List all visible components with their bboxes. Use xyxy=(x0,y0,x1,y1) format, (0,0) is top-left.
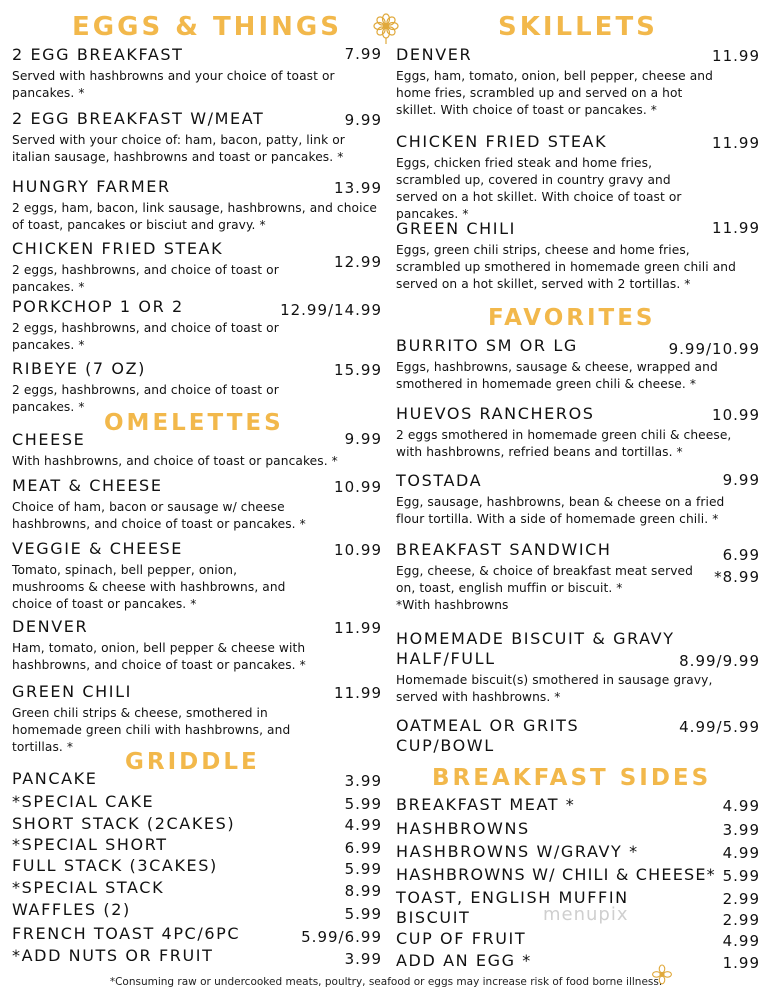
item-price: 11.99 xyxy=(334,619,382,637)
item-name: 2 EGG BREAKFAST W/MEAT xyxy=(12,109,265,128)
item-price: 5.99 xyxy=(344,905,382,923)
menu-item xyxy=(396,336,760,393)
item-desc: Eggs, ham, tomato, onion, bell pepper, cheese and home fries, scrambled up and served on a hot skillet. With choice of toast or pancakes. * xyxy=(396,69,713,117)
griddle-row xyxy=(12,878,382,900)
griddle-row xyxy=(12,924,382,946)
sides-row xyxy=(396,865,760,887)
griddle-row xyxy=(12,792,382,814)
menu-item xyxy=(396,45,760,119)
griddle-row xyxy=(12,835,382,857)
sides-row xyxy=(396,951,760,973)
item-desc: Homemade biscuit(s) smothered in sausage gravy, served with hashbrowns. * xyxy=(396,673,713,704)
item-desc-note: *With hashbrowns xyxy=(396,598,509,612)
item-name: FULL STACK (3CAKES) xyxy=(12,856,218,875)
item-price: 10.99 xyxy=(712,406,760,424)
item-price: 6.99 xyxy=(344,839,382,857)
item-price: 3.99 xyxy=(344,950,382,968)
item-name: TOSTADA xyxy=(396,471,483,490)
item-desc: Egg, cheese, & choice of breakfast meat served on, toast, english muffin or biscuit. * xyxy=(396,564,693,595)
item-price: 9.99 xyxy=(344,430,382,448)
item-price: 2.99 xyxy=(722,890,760,908)
item-price: 6.99 xyxy=(722,546,760,564)
item-desc: Choice of ham, bacon or sausage w/ cheese hashbrowns, and choice of toast or pancakes. * xyxy=(12,500,306,531)
menu-item xyxy=(396,471,760,528)
item-price: 9.99/10.99 xyxy=(668,340,760,358)
item-price: 10.99 xyxy=(334,478,382,496)
menu-item xyxy=(12,177,382,234)
griddle-row xyxy=(12,900,382,922)
item-name: VEGGIE & CHEESE xyxy=(12,539,184,558)
item-price: 5.99 xyxy=(344,860,382,878)
item-name: ADD AN EGG * xyxy=(396,951,532,970)
menu-item xyxy=(12,359,382,416)
item-name: GREEN CHILI xyxy=(396,219,516,238)
menu-item xyxy=(396,404,760,461)
item-name: *SPECIAL CAKE xyxy=(12,792,155,811)
section-title-skillets: SKILLETS xyxy=(498,12,658,42)
item-price: 5.99/6.99 xyxy=(301,928,382,946)
item-name: *SPECIAL SHORT xyxy=(12,835,168,854)
item-price: 11.99 xyxy=(712,134,760,152)
menu-item xyxy=(396,132,760,223)
item-name: HUNGRY FARMER xyxy=(12,177,171,196)
item-price: 12.99/14.99 xyxy=(280,301,382,319)
item-name: PORKCHOP 1 OR 2 xyxy=(12,297,184,316)
item-name: MEAT & CHEESE xyxy=(12,476,163,495)
item-desc: Green chili strips & cheese, smothered in homemade green chili with hashbrowns, and tortillas. * xyxy=(12,706,291,754)
item-name: CHICKEN FRIED STEAK xyxy=(12,239,224,258)
item-price: 5.99 xyxy=(344,795,382,813)
menu-item xyxy=(396,629,760,706)
item-name: HUEVOS RANCHEROS xyxy=(396,404,595,423)
item-name: HOMEMADE BISCUIT & GRAVY xyxy=(396,629,675,648)
item-name: CUP OF FRUIT xyxy=(396,929,527,948)
item-price: 11.99 xyxy=(712,47,760,65)
menu-item xyxy=(12,617,382,674)
item-name: BREAKFAST MEAT * xyxy=(396,795,576,814)
item-desc: 2 eggs, hashbrowns, and choice of toast or pancakes. * xyxy=(12,321,279,352)
item-desc: 2 eggs, ham, bacon, link sausage, hashbrowns, and choice of toast, pancakes or bisciut and gravy. * xyxy=(12,201,377,232)
item-price: 3.99 xyxy=(722,821,760,839)
item-desc: Eggs, chicken fried steak and home fries, scrambled up, covered in country gravy and served on a hot skillet. With choice of toast or pancakes. * xyxy=(396,156,682,221)
item-desc: Ham, tomato, onion, bell pepper & cheese with hashbrowns, and choice of toast or pancakes. * xyxy=(12,641,306,672)
item-name: *SPECIAL STACK xyxy=(12,878,165,897)
item-price: 13.99 xyxy=(334,179,382,197)
item-desc: 2 eggs smothered in homemade green chili & cheese, with hashbrowns, refried beans and tortillas. * xyxy=(396,428,732,459)
item-desc: Served with hashbrowns and your choice of toast or pancakes. * xyxy=(12,69,335,100)
item-desc: With hashbrowns, and choice of toast or pancakes. * xyxy=(12,454,338,468)
item-price: 4.99 xyxy=(722,844,760,862)
item-name-line2: CUP/BOWL xyxy=(396,736,495,755)
item-desc: Egg, sausage, hashbrowns, bean & cheese on a fried flour tortilla. With a side of homemade green chili. * xyxy=(396,495,725,526)
item-name: HASHBROWNS xyxy=(396,819,530,838)
item-desc: 2 eggs, hashbrowns, and choice of toast or pancakes. * xyxy=(12,383,279,414)
item-name: PANCAKE xyxy=(12,769,98,788)
section-title-favorites: FAVORITES xyxy=(488,305,656,331)
item-price: 8.99/9.99 xyxy=(679,652,760,670)
sides-row xyxy=(396,795,760,817)
item-name: CHICKEN FRIED STEAK xyxy=(396,132,608,151)
item-name: BURRITO SM OR LG xyxy=(396,336,578,355)
item-name: 2 EGG BREAKFAST xyxy=(12,45,184,64)
item-price: 4.99 xyxy=(344,816,382,834)
item-name: FRENCH TOAST 4PC/6PC xyxy=(12,924,241,943)
section-title-eggs: EGGS & THINGS xyxy=(72,12,342,42)
item-desc: Eggs, hashbrowns, sausage & cheese, wrapped and smothered in homemade green chili & cheese. * xyxy=(396,360,718,391)
griddle-row xyxy=(12,856,382,878)
item-price: 9.99 xyxy=(722,471,760,489)
sides-row xyxy=(396,842,760,864)
item-desc: 2 eggs, hashbrowns, and choice of toast or pancakes. * xyxy=(12,263,279,294)
item-name: OATMEAL OR GRITS xyxy=(396,716,580,735)
menu-item xyxy=(396,716,760,755)
item-price: 9.99 xyxy=(344,111,382,129)
menu-item xyxy=(12,476,382,533)
menu-item xyxy=(12,109,382,166)
item-name: SHORT STACK (2CAKES) xyxy=(12,814,236,833)
item-price-alt: *8.99 xyxy=(714,568,760,586)
sides-row xyxy=(396,819,760,841)
item-desc: Served with your choice of: ham, bacon, patty, link or italian sausage, hashbrowns and toast or pancakes. * xyxy=(12,133,345,164)
item-price: 15.99 xyxy=(334,361,382,379)
watermark: menupix xyxy=(543,904,629,925)
item-name: GREEN CHILI xyxy=(12,682,132,701)
item-name: DENVER xyxy=(12,617,89,636)
item-name: WAFFLES (2) xyxy=(12,900,131,919)
footnote: *Consuming raw or undercooked meats, poultry, seafood or eggs may increase risk of food borne illness. xyxy=(109,976,663,988)
item-price: 2.99 xyxy=(722,911,760,929)
item-name: HASHBROWNS W/ CHILI & CHEESE* xyxy=(396,865,716,884)
section-title-griddle: GRIDDLE xyxy=(125,749,260,775)
griddle-row xyxy=(12,814,382,836)
item-name: HASHBROWNS W/GRAVY * xyxy=(396,842,639,861)
item-price: 11.99 xyxy=(334,684,382,702)
item-name: CHEESE xyxy=(12,430,86,449)
item-price: 4.99 xyxy=(722,797,760,815)
item-price: 7.99 xyxy=(344,45,382,63)
item-price: 1.99 xyxy=(722,954,760,972)
griddle-row xyxy=(12,946,382,968)
menu-item xyxy=(12,682,382,756)
item-desc: Tomato, spinach, bell pepper, onion, mushrooms & cheese with hashbrowns, and choice of toast or pancakes. * xyxy=(12,563,286,611)
item-name: TOAST, ENGLISH MUFFIN xyxy=(396,888,629,907)
item-name: BISCUIT xyxy=(396,908,471,927)
flower-icon xyxy=(372,12,400,44)
menu-item xyxy=(396,540,760,614)
item-price: 5.99 xyxy=(722,867,760,885)
menu-item xyxy=(12,539,382,613)
item-price: 4.99/5.99 xyxy=(679,718,760,736)
item-price: 3.99 xyxy=(344,772,382,790)
item-name: *ADD NUTS OR FRUIT xyxy=(12,946,214,965)
menu-item xyxy=(396,219,760,293)
menu-item xyxy=(12,297,382,354)
item-price: 11.99 xyxy=(712,219,760,237)
item-price: 8.99 xyxy=(344,882,382,900)
item-name: BREAKFAST SANDWICH xyxy=(396,540,612,559)
item-name: RIBEYE (7 OZ) xyxy=(12,359,146,378)
sides-row xyxy=(396,929,760,951)
section-title-omelettes: OMELETTES xyxy=(104,410,284,436)
item-desc: Eggs, green chili strips, cheese and home fries, scrambled up smothered in homemade green chili and served on a hot skillet, served with 2 tortillas. * xyxy=(396,243,736,291)
griddle-row xyxy=(12,769,382,791)
menu-item xyxy=(12,430,382,470)
menu-item xyxy=(12,239,382,296)
menu-item xyxy=(12,45,382,102)
item-price: 10.99 xyxy=(334,541,382,559)
item-price: 12.99 xyxy=(334,253,382,271)
item-name: DENVER xyxy=(396,45,473,64)
section-title-sides: BREAKFAST SIDES xyxy=(432,765,712,791)
item-name-line2: HALF/FULL xyxy=(396,649,496,668)
item-price: 4.99 xyxy=(722,932,760,950)
